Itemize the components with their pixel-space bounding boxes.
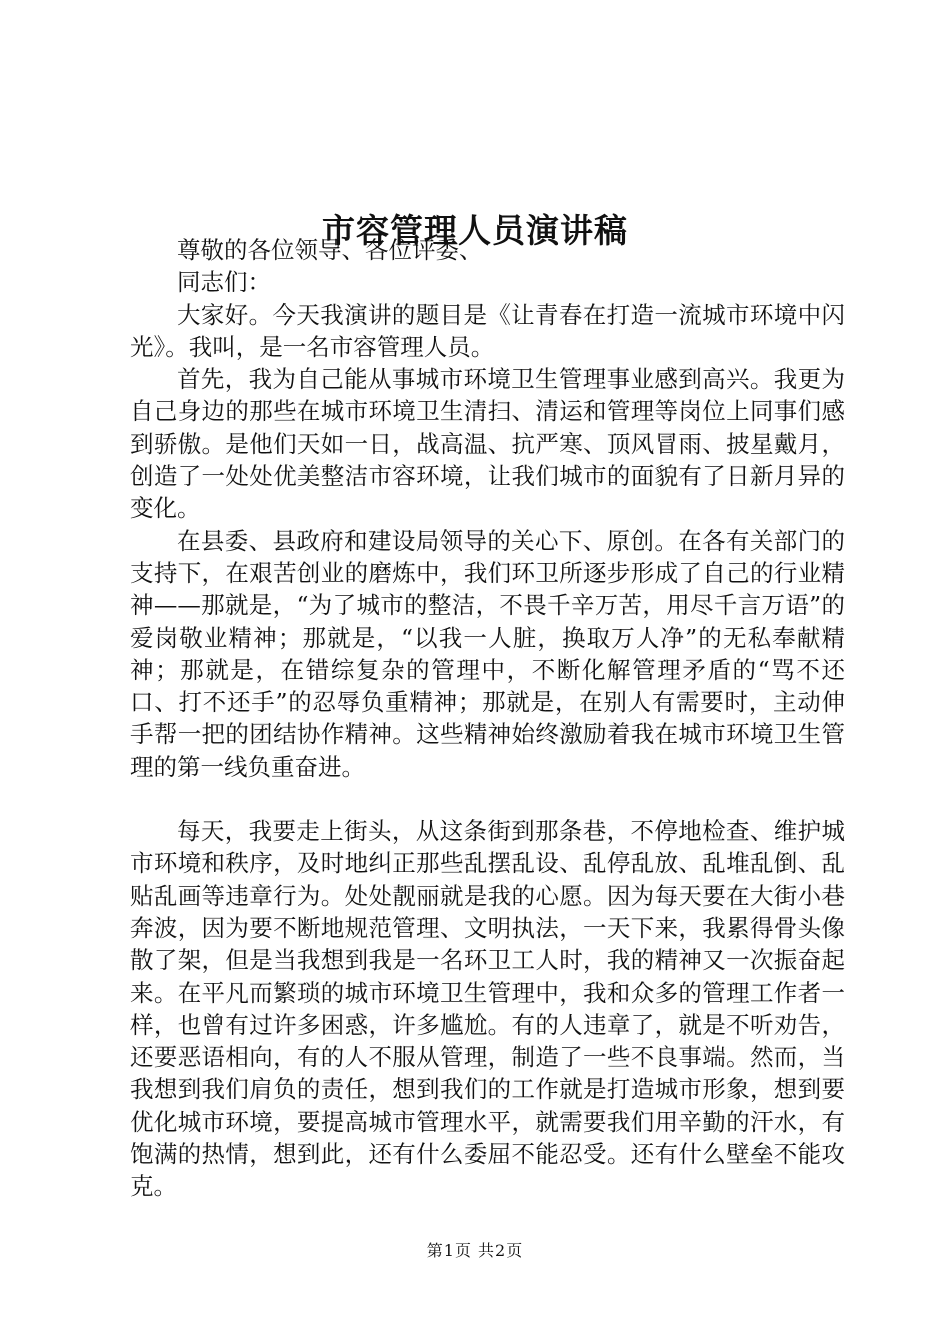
paragraph-spirit: 在县委、县政府和建设局领导的关心下、原创。在各有关部门的支持下，在艰苦创业的磨炼中，我们环卫所逐步形成了自己的行业精神——那就是，“为了城市的整洁，不畏千辛万苦，用尽千言万语”的爱岗敬业精神；那就是，“以我一人脏，换取万人净”的无私奉献精神；那就是，在错综复杂的管理中，不断化解管理矛盾的“骂不还口、打不还手”的忍辱负重精神；那就是，在别人有需要时，主动伸手帮一把的团结协作精神。这些精神始终激励着我在城市环境卫生管理的第一线负重奋进。 [130, 526, 845, 781]
document-title: 市容管理人员演讲稿 [322, 211, 628, 251]
page-number-footer: 第1页 共2页 [426, 1241, 524, 1260]
salutation-line-2: 同志们： [177, 268, 271, 297]
document-body [130, 234, 845, 1203]
salutation-line-1: 尊敬的各位领导、各位评委、 [177, 236, 483, 264]
paragraph-intro: 大家好。今天我演讲的题目是《让青春在打造一流城市环境中闪光》。我叫，是一名市容管理人员。 [130, 300, 845, 361]
paragraph-daily-work: 每天，我要走上街头，从这条街到那条巷，不停地检查、维护城市环境和秩序，及时地纠正那些乱摆乱设、乱停乱放、乱堆乱倒、乱贴乱画等违章行为。处处靓丽就是我的心愿。因为每天要在大街小巷奔波，因为要不断地规范管理、文明执法，一天下来，我累得骨头像散了架，但是当我想到我是一名环卫工人时，我的精神又一次振奋起来。在平凡而繁琐的城市环境卫生管理中，我和众多的管理工作者一样，也曾有过许多困惑，许多尴尬。有的人违章了，就是不听劝告，还要恶语相向，有的人不服从管理，制造了一些不良事端。然而，当我想到我们肩负的责任，想到我们的工作就是打造城市形象，想到要优化城市环境，要提高城市管理水平，就需要我们用辛勤的汗水，有饱满的热情，想到此，还有什么委屈不能忍受。还有什么壁垒不能攻克。 [130, 817, 845, 1201]
paragraph-pride: 首先，我为自己能从事城市环境卫生管理事业感到高兴。我更为自己身边的那些在城市环境卫生清扫、清运和管理等岗位上同事们感到骄傲。是他们天如一日，战高温、抗严寒、顶风冒雨、披星戴月，创造了一处处优美整洁市容环境，让我们城市的面貌有了日新月异的变化。 [130, 365, 845, 523]
